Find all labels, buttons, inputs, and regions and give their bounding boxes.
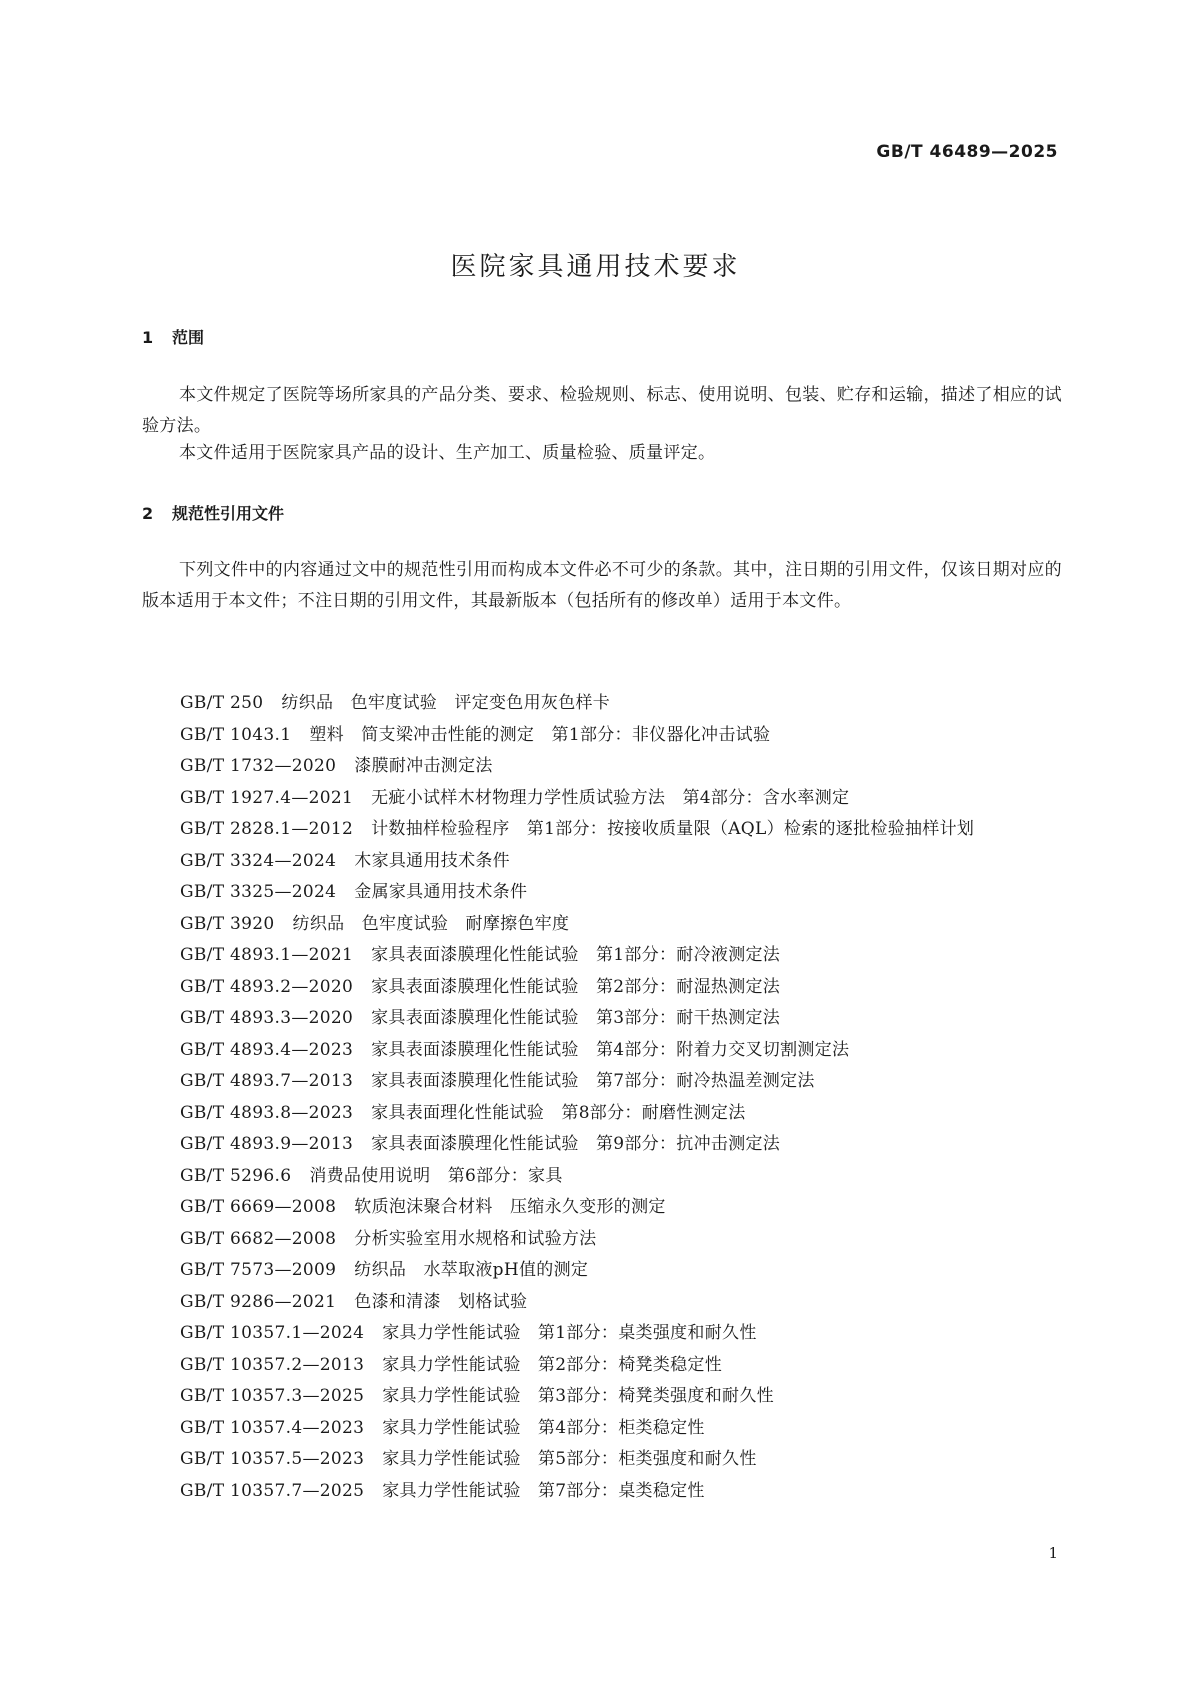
reference-item (142, 1003, 1067, 1035)
reference-code: GB/T 10357.7—2025 (180, 1480, 365, 1501)
reference-code: GB/T 10357.2—2013 (180, 1354, 365, 1375)
reference-title: 消费品使用说明 第6部分：家具 (309, 1165, 563, 1186)
reference-item (142, 720, 1067, 752)
reference-title: 纺织品 水萃取液pH值的测定 (354, 1260, 589, 1280)
reference-item (142, 1318, 1067, 1350)
section-title: 范围 (172, 328, 205, 347)
reference-title: 金属家具通用技术条件 (354, 882, 528, 902)
reference-code: GB/T 3324—2024 (180, 850, 337, 871)
reference-title: 塑料 简支梁冲击性能的测定 第1部分：非仪器化冲击试验 (309, 724, 771, 745)
reference-title: 分析实验室用水规格和试验方法 (354, 1228, 597, 1249)
reference-title: 家具力学性能试验 第3部分：椅凳类强度和耐久性 (382, 1386, 774, 1406)
reference-title: 家具表面漆膜理化性能试验 第2部分：耐湿热测定法 (371, 976, 781, 997)
reference-item (142, 1476, 1067, 1508)
reference-item (142, 1255, 1067, 1287)
reference-code: GB/T 9286—2021 (180, 1291, 337, 1312)
reference-code: GB/T 7573—2009 (180, 1260, 337, 1280)
reference-item (142, 688, 1067, 720)
section-1-heading (142, 325, 204, 348)
reference-item (142, 846, 1067, 878)
reference-item (142, 1381, 1067, 1413)
reference-item (142, 1035, 1067, 1067)
reference-code: GB/T 4893.8—2023 (180, 1102, 354, 1123)
reference-title: 家具表面漆膜理化性能试验 第4部分：附着力交叉切割测定法 (371, 1039, 850, 1060)
reference-list (142, 688, 1067, 1507)
reference-item (142, 783, 1067, 815)
reference-item (142, 751, 1067, 783)
reference-item (142, 877, 1067, 909)
reference-code: GB/T 6669—2008 (180, 1197, 337, 1217)
reference-code: GB/T 10357.5—2023 (180, 1449, 365, 1469)
reference-title: 纺织品 色牢度试验 耐摩擦色牢度 (292, 913, 570, 934)
reference-code: GB/T 5296.6 (180, 1165, 292, 1186)
reference-item (142, 1066, 1067, 1098)
reference-code: GB/T 1927.4—2021 (180, 787, 354, 808)
refs-intro-paragraph: 下列文件中的内容通过文中的规范性引用而构成本文件必不可少的条款。其中，注日期的引用文件，仅该日期对应的版本适用于本文件；不注日期的引用文件，其最新版本（包括所有的修改单）适用于本文件。 (142, 560, 1062, 611)
reference-code: GB/T 4893.1—2021 (180, 945, 354, 965)
reference-code: GB/T 4893.4—2023 (180, 1039, 354, 1060)
reference-code: GB/T 2828.1—2012 (180, 819, 354, 839)
reference-item (142, 940, 1067, 972)
reference-code: GB/T 1732—2020 (180, 756, 337, 776)
reference-title: 家具表面理化性能试验 第8部分：耐磨性测定法 (371, 1102, 746, 1123)
page-number: 1 (1048, 1544, 1058, 1562)
reference-title: 色漆和清漆 划格试验 (354, 1291, 528, 1312)
reference-title: 纺织品 色牢度试验 评定变色用灰色样卡 (281, 693, 611, 713)
reference-title: 无疵小试样木材物理力学性质试验方法 第4部分：含水率测定 (371, 787, 850, 808)
reference-title: 家具表面漆膜理化性能试验 第7部分：耐冷热温差测定法 (371, 1071, 815, 1091)
section-number: 2 (142, 504, 154, 523)
reference-item (142, 1161, 1067, 1193)
reference-code: GB/T 4893.9—2013 (180, 1134, 354, 1154)
reference-title: 家具力学性能试验 第5部分：柜类强度和耐久性 (382, 1449, 757, 1469)
reference-item (142, 1413, 1067, 1445)
reference-title: 家具表面漆膜理化性能试验 第1部分：耐冷液测定法 (371, 945, 781, 965)
section-2-heading (142, 501, 284, 524)
reference-title: 家具力学性能试验 第7部分：桌类稳定性 (382, 1480, 705, 1501)
reference-title: 家具力学性能试验 第4部分：柜类稳定性 (382, 1417, 705, 1438)
reference-item (142, 1350, 1067, 1382)
reference-code: GB/T 6682—2008 (180, 1228, 337, 1249)
reference-code: GB/T 4893.3—2020 (180, 1008, 354, 1028)
reference-code: GB/T 10357.3—2025 (180, 1386, 365, 1406)
reference-code: GB/T 4893.2—2020 (180, 976, 354, 997)
reference-title: 家具力学性能试验 第1部分：桌类强度和耐久性 (382, 1323, 757, 1343)
reference-item (142, 1098, 1067, 1130)
reference-item (142, 814, 1067, 846)
reference-item (142, 1444, 1067, 1476)
document-title: 医院家具通用技术要求 (450, 252, 741, 282)
reference-item (142, 972, 1067, 1004)
reference-title: 软质泡沫聚合材料 压缩永久变形的测定 (354, 1197, 666, 1217)
reference-title: 漆膜耐冲击测定法 (354, 756, 493, 776)
reference-title: 家具表面漆膜理化性能试验 第9部分：抗冲击测定法 (371, 1134, 781, 1154)
reference-code: GB/T 10357.1—2024 (180, 1323, 365, 1343)
reference-item (142, 1192, 1067, 1224)
reference-item (142, 1224, 1067, 1256)
reference-code: GB/T 3325—2024 (180, 882, 337, 902)
scope-paragraph-2: 本文件适用于医院家具产品的设计、生产加工、质量检验、质量评定。 (179, 443, 716, 463)
reference-item (142, 1129, 1067, 1161)
standard-code: GB/T 46489—2025 (876, 142, 1058, 162)
reference-title: 计数抽样检验程序 第1部分：按接收质量限（AQL）检索的逐批检验抽样计划 (371, 819, 975, 839)
reference-item (142, 1287, 1067, 1319)
scope-paragraph-1: 本文件规定了医院等场所家具的产品分类、要求、检验规则、标志、使用说明、包装、贮存和运输，描述了相应的试验方法。 (142, 385, 1062, 436)
reference-code: GB/T 3920 (180, 913, 275, 934)
reference-code: GB/T 4893.7—2013 (180, 1071, 354, 1091)
reference-code: GB/T 1043.1 (180, 724, 292, 745)
reference-title: 家具表面漆膜理化性能试验 第3部分：耐干热测定法 (371, 1008, 781, 1028)
reference-code: GB/T 10357.4—2023 (180, 1417, 365, 1438)
reference-title: 家具力学性能试验 第2部分：椅凳类稳定性 (382, 1354, 723, 1375)
section-number: 1 (142, 328, 154, 347)
reference-code: GB/T 250 (180, 693, 264, 713)
reference-title: 木家具通用技术条件 (354, 850, 510, 871)
section-title: 规范性引用文件 (172, 504, 285, 523)
reference-item (142, 909, 1067, 941)
